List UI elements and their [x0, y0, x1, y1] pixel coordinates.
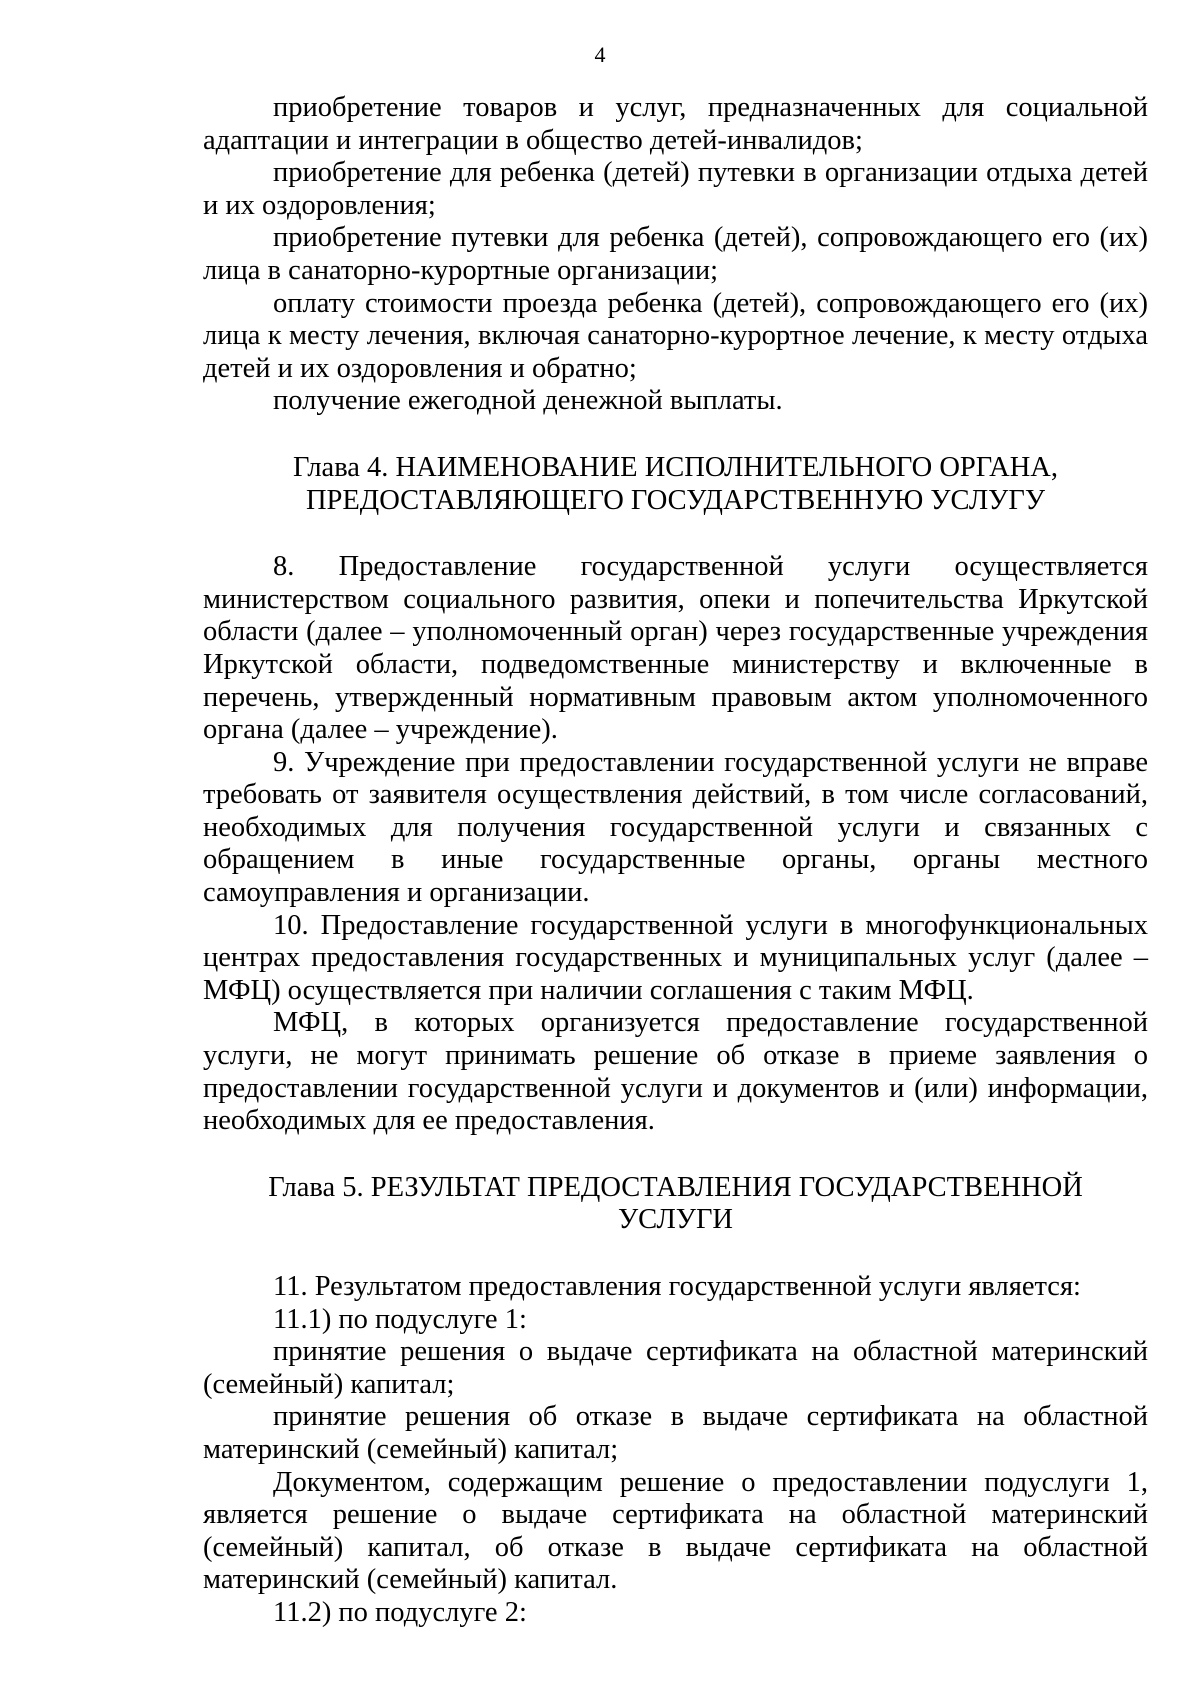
paragraph: 11.2) по подуслуге 2: — [273, 1596, 527, 1628]
paragraph: приобретение товаров и услуг, предназначенных для социальной адаптации и интеграции в общество детей-инвалидов; — [203, 92, 1148, 156]
paragraph: 11. Результатом предоставления государственной услуги является: — [273, 1271, 1081, 1302]
paragraph: получение ежегодной денежной выплаты. — [273, 385, 783, 417]
chapter-4-heading: Глава 4. НАИМЕНОВАНИЕ ИСПОЛНИТЕЛЬНОГО ОРГАНА, ПРЕДОСТАВЛЯЮЩЕГО ГОСУДАРСТВЕННУЮ УСЛУГУ — [293, 451, 1058, 516]
paragraph: 10. Предоставление государственной услуги в многофункциональных центрах предоставления государственных и муниципальных услуг (далее – МФЦ) осуществляется при наличии соглашения с таким МФЦ. — [203, 909, 1148, 1006]
document-body — [203, 92, 1148, 1630]
paragraph: 11.1) по подуслуге 1: — [273, 1303, 527, 1335]
paragraph: принятие решения о выдаче сертификата на областной материнский (семейный) капитал; — [203, 1336, 1148, 1400]
paragraph: оплату стоимости проезда ребенка (детей), сопровождающего его (их) лица к месту лечения, включая санаторно-курортное лечение, к месту отдыха детей и их оздоровления и обратно; — [203, 287, 1148, 384]
paragraph: 8. Предоставление государственной услуги осуществляется министерством социального развития, опеки и попечительства Иркутской области (далее – уполномоченный орган) через государственные учреждения Иркутской области, подведомственные министерству и включенные в перечень, утвержденный нормативным правовым актом уполномоченного органа (далее – учреждение). — [203, 551, 1148, 746]
paragraph: приобретение путевки для ребенка (детей), сопровождающего его (их) лица в санаторно-курортные организации; — [203, 222, 1148, 286]
chapter-5-heading: Глава 5. РЕЗУЛЬТАТ ПРЕДОСТАВЛЕНИЯ ГОСУДАРСТВЕННОЙ УСЛУГИ — [268, 1171, 1083, 1236]
paragraph: 9. Учреждение при предоставлении государственной услуги не вправе требовать от заявителя осуществления действий, в том числе согласований, необходимых для получения государственной услуги и связанных с обращением в иные государственные органы, органы местного самоуправления и организации. — [203, 746, 1148, 909]
paragraph: принятие решения об отказе в выдаче сертификата на областной материнский (семейный) капитал; — [203, 1401, 1148, 1465]
paragraph: приобретение для ребенка (детей) путевки в организации отдыха детей и их оздоровления; — [203, 157, 1148, 221]
paragraph: МФЦ, в которых организуется предоставление государственной услуги, не могут принимать решение об отказе в приеме заявления о предоставлении государственной услуги и документов и (или) информации, необходимых для ее предоставления. — [203, 1007, 1148, 1137]
page-number: 4 — [594, 42, 606, 67]
paragraph: Документом, содержащим решение о предоставлении подуслуги 1, является решение о выдаче сертификата на областной материнский (семейный) капитал, об отказе в выдаче сертификата на областной материнский (семейный) капитал. — [203, 1466, 1148, 1596]
